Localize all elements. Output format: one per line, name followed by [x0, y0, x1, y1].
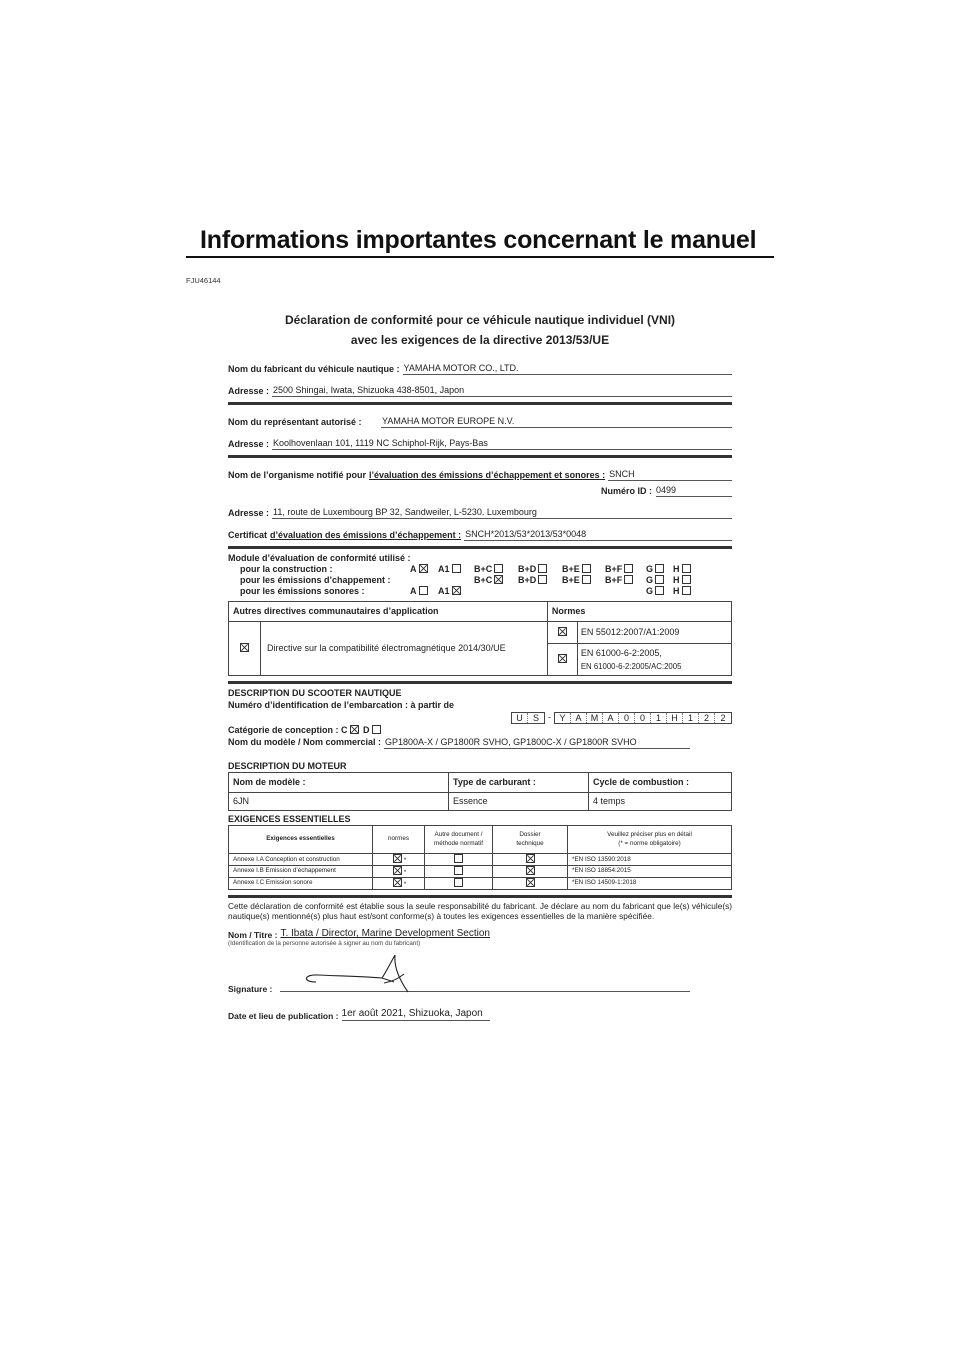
norms-header: Normes	[547, 602, 731, 622]
model-label: Nom du modèle / Nom commercial :	[228, 737, 382, 748]
title-rule	[186, 256, 774, 258]
checkbox-checked[interactable]	[419, 564, 428, 573]
model-value: GP1800A-X / GP1800R SVHO, GP1800C-X / GP1800R SVHO	[384, 736, 690, 749]
address-label: Adresse :	[228, 438, 270, 449]
manufacturer-row	[228, 359, 732, 375]
module-row-label: pour les émissions d’chappement :	[240, 575, 391, 586]
directives-header: Autres directives communautaires d’application	[229, 602, 548, 622]
separator	[228, 546, 732, 549]
norm-2a: EN 61000-6-2:2005,	[580, 648, 662, 659]
norm-1: EN 55012:2007/A1:2009	[577, 622, 731, 644]
id-label: Numéro ID :	[600, 485, 652, 496]
hin-prefix: U S	[511, 712, 545, 724]
checkbox-checked[interactable]	[494, 575, 503, 584]
hin-row: U S - Y A M A 0 0 1 H 1 2 2	[228, 712, 732, 725]
checkbox[interactable]	[454, 866, 463, 875]
engine-model-value: 6JN	[229, 792, 449, 810]
normes-header: normes	[373, 826, 425, 854]
checkbox-checked[interactable]	[393, 878, 402, 887]
checkbox[interactable]	[682, 564, 691, 573]
module-row-sound: pour les émissions sonores : A A1 G H	[228, 586, 732, 597]
essentials-table: Exigences essentielles normes Autre document / méthode normatif Dossier technique Veuillez préciser plus en détail (* = norme obligatoire) Annexe I.A Conception et construction * *EN ISO 13590:2018 Annexe I.B Emission d’échappement * *EN ISO 18854:2015 Annexe I.C Emission sonore * *EN ISO 14509-1:2018	[228, 825, 732, 890]
name-title-label: Nom / Titre :	[228, 929, 278, 940]
engine-col-fuel: Type de carburant :	[449, 772, 589, 792]
manufacturer-address: 2500 Shingai, Iwata, Shizuoka 438-8501, Japon	[272, 384, 732, 397]
checkbox[interactable]	[655, 564, 664, 573]
module-row-exhaust: pour les émissions d’chappement : B+C B+D B+E B+F G H	[228, 575, 732, 586]
module-block	[228, 553, 732, 597]
checkbox[interactable]	[454, 878, 463, 887]
certificate-value: SNCH*2013/53*2013/53*0048	[464, 528, 732, 541]
notified-address: 11, route de Luxembourg BP 32, Sandweiler, L-5230. Luxembourg	[272, 506, 732, 519]
module-row-label: pour les émissions sonores :	[240, 586, 365, 597]
checkbox[interactable]	[452, 564, 461, 573]
engine-cycle-value: 4 temps	[589, 792, 732, 810]
id-value: 0499	[656, 484, 732, 497]
address-label: Adresse :	[228, 507, 270, 518]
checkbox[interactable]	[655, 575, 664, 584]
module-row-construction: pour la construction : A A1 B+C B+D B+E B+F G H	[228, 564, 732, 575]
engine-fuel-value: Essence	[449, 792, 589, 810]
notified-body-row	[228, 465, 732, 481]
checkbox-checked[interactable]	[393, 866, 402, 875]
essentials-title: EXIGENCES ESSENTIELLES	[228, 813, 351, 824]
representative-address-row	[228, 434, 732, 450]
name-title-row	[228, 927, 732, 940]
declaration-subheading: avec les exigences de la directive 2013/53/UE	[350, 333, 610, 347]
representative-address: Koolhovenlaan 101, 1119 NC Schiphol-Rijk, Pays-Bas	[272, 437, 732, 450]
manufacturer-value: YAMAHA MOTOR CO., LTD.	[403, 362, 732, 375]
engine-table	[228, 772, 732, 811]
table-row: Annexe I.C Emission sonore * *EN ISO 14509-1:2018	[229, 877, 732, 889]
checkbox-checked[interactable]	[240, 643, 249, 652]
essentials-header: Exigences essentielles	[229, 826, 373, 854]
date-label: Date et lieu de publication :	[228, 1010, 339, 1021]
checkbox-checked[interactable]	[350, 725, 359, 734]
checkbox[interactable]	[682, 586, 691, 595]
norm-2b: EN 61000-6-2:2005/AC:2005	[580, 661, 682, 671]
checkbox[interactable]	[682, 575, 691, 584]
module-title: Module d’évaluation de conformité utilisé :	[228, 553, 411, 563]
representative-label: Nom du représentant autorisé :	[228, 416, 362, 427]
notified-label-underlined: l’évaluation des émissions d’échappement et sonores :	[369, 469, 606, 480]
separator	[228, 402, 732, 405]
directive-text: Directive sur la compatibilité électromagnétique 2014/30/UE	[261, 622, 548, 676]
hin-characters: Y A M A 0 0 1 H 1 2 2	[554, 712, 732, 724]
checkbox[interactable]	[655, 586, 664, 595]
checkbox-checked[interactable]	[558, 654, 567, 663]
date-row	[228, 1008, 732, 1021]
name-note: (Identification de la personne autorisée à signer au nom du fabricant)	[228, 940, 421, 948]
table-row: Annexe I.A Conception et construction * *EN ISO 13590:2018	[229, 854, 732, 866]
checkbox-checked[interactable]	[526, 866, 535, 875]
certificate-row	[228, 525, 732, 541]
page-title: Informations importantes concernant le manuel	[200, 226, 757, 254]
checkbox[interactable]	[454, 854, 463, 863]
statement-text: Cette déclaration de conformité est établie sous la seule responsabilité du fabricant. Je déclare au nom du fabricant que le(s) véhicule(s) nautique(s) mentionné(s) plus haut est/sont conforme(s) à toutes les exigences essentielles de la manière spécifiée.	[228, 900, 732, 921]
checkbox[interactable]	[582, 564, 591, 573]
checkbox-checked[interactable]	[452, 586, 461, 595]
category-row: Catégorie de conception : C D	[228, 725, 732, 737]
declaration-block	[228, 310, 732, 1021]
signature-image	[298, 952, 418, 996]
table-row: Annexe I.B Emission d’échappement * *EN ISO 18854:2015	[229, 865, 732, 877]
separator	[228, 681, 732, 684]
checkbox-checked[interactable]	[526, 854, 535, 863]
signature-label: Signature :	[228, 983, 273, 994]
checkbox[interactable]	[582, 575, 591, 584]
notified-label: Nom de l’organisme notifié pour	[228, 469, 367, 480]
engine-col-cycle: Cycle de combustion :	[589, 772, 732, 792]
checkbox[interactable]	[494, 564, 503, 573]
model-row	[228, 737, 732, 749]
address-label: Adresse :	[228, 385, 270, 396]
name-title-value: T. Ibata / Director, Marine Development Section	[280, 927, 490, 939]
document-code: FJU46144	[186, 276, 221, 285]
checkbox[interactable]	[538, 564, 547, 573]
manufacturer-label: Nom du fabricant du véhicule nautique :	[228, 363, 400, 374]
checkbox[interactable]	[538, 575, 547, 584]
separator	[228, 455, 732, 458]
signature-row	[228, 948, 732, 994]
other-directives-table	[228, 601, 732, 676]
notified-address-row	[228, 503, 732, 519]
engine-col-model: Nom de modèle :	[229, 772, 449, 792]
checkbox[interactable]	[624, 564, 633, 573]
declaration-heading: Déclaration de conformité pour ce véhicule nautique individuel (VNI)	[284, 313, 676, 327]
checkbox-checked[interactable]	[558, 627, 567, 636]
certificate-label-underlined: d’évaluation des émissions d’échappement :	[270, 529, 462, 540]
scooter-title: DESCRIPTION DU SCOOTER NAUTIQUE	[228, 688, 402, 699]
module-row-label: pour la construction :	[240, 564, 333, 575]
checkbox[interactable]	[624, 575, 633, 584]
representative-value: YAMAHA MOTOR EUROPE N.V.	[381, 415, 732, 428]
certificate-label: Certificat	[228, 529, 268, 540]
separator	[228, 895, 732, 898]
date-value: 1er août 2021, Shizuoka, Japon	[342, 1008, 490, 1021]
manufacturer-address-row	[228, 381, 732, 397]
checkbox[interactable]	[419, 586, 428, 595]
checkbox-checked[interactable]	[526, 878, 535, 887]
checkbox-checked[interactable]	[393, 854, 402, 863]
id-row	[228, 481, 732, 497]
representative-row	[228, 412, 732, 428]
hin-label: Numéro d’identification de l’embarcation : à partir de	[228, 699, 455, 710]
notified-body-value: SNCH	[608, 468, 732, 481]
checkbox[interactable]	[372, 725, 381, 734]
engine-title: DESCRIPTION DU MOTEUR	[228, 760, 347, 771]
